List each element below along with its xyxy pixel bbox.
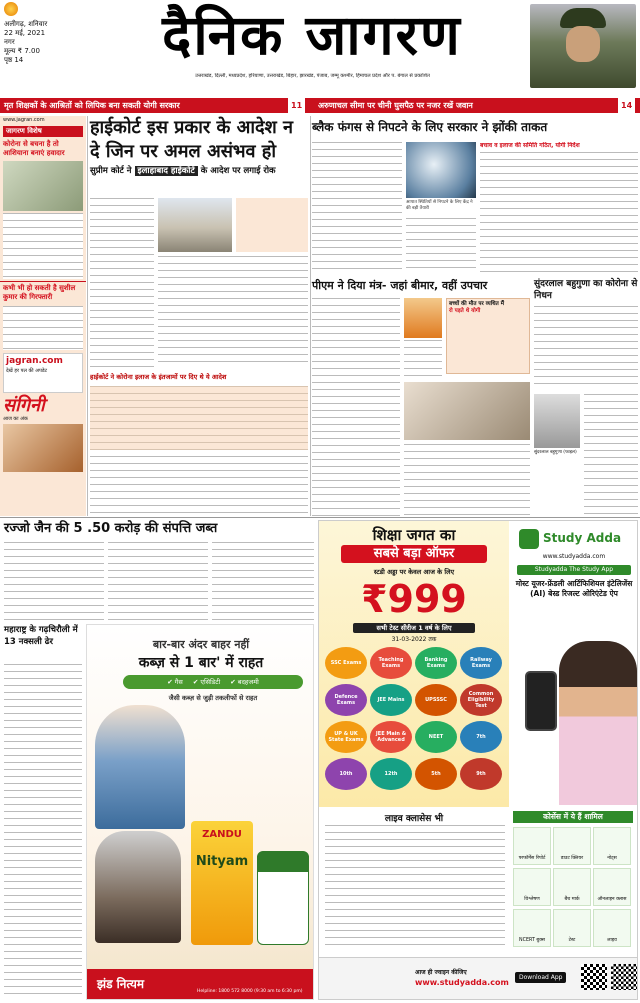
section-label: जागरण विशेष (3, 126, 83, 137)
pm-box-head: बच्चों की मौत पर व्यथित मैं (449, 301, 505, 307)
column-rule (310, 116, 311, 516)
zandu-footer-brand: झंड नित्यम (97, 977, 145, 991)
sangini-photo (3, 424, 83, 472)
black-fungus-col-3 (480, 152, 638, 272)
sidebar-story-1-photo (3, 161, 83, 211)
sa-headline-2: सबसे बड़ा ऑफर (341, 545, 487, 563)
bahuguna-photo (534, 394, 580, 448)
cap-icon (560, 8, 606, 28)
lead-sub-pre: सुप्रीम कोर्ट ने (90, 166, 132, 176)
feature-tile: नोट्स (593, 827, 631, 865)
sa-girl-photo (559, 641, 637, 805)
sa-live-head: लाइव क्लासेस भी (384, 814, 444, 824)
chip-indigestion: ✔ बदहजमी (230, 678, 259, 686)
sa-join-bar (319, 957, 638, 1000)
maharashtra-headline[interactable]: महाराष्ट्र के गढ़चिरौली में 13 नक्सली ढेर (4, 625, 78, 647)
exam-badge: Common Eligibility Test (460, 684, 502, 716)
zandu-jar (257, 851, 309, 945)
feature-tile: बैंच मार्क (553, 868, 591, 906)
lead-sub-tag: इलाहाबाद हाईकोर्ट (135, 166, 198, 176)
zandu-brand: ZANDU (202, 829, 242, 840)
rajjo-story (4, 520, 314, 620)
editions-line: उत्तराखंड, दिल्ली, मध्यप्रदेश, हरियाणा, उत्तराखंड, बिहार, झारखंड, पंजाब, जम्मू कश्मीर, हिमाचल प्रदेश और प. बंगाल से प्रकाशित (195, 73, 430, 79)
pm-headline[interactable]: पीएम ने दिया मंत्र- जहां बीमार, वहीं उपचार (312, 279, 488, 292)
rajjo-col-1 (4, 542, 104, 620)
sidebar-story-1-body (3, 213, 83, 279)
sa-sub: स्टडी अड्डा पर केवल आज के लिए (373, 568, 455, 576)
lead-headline[interactable]: हाईकोर्ट इस प्रकार के आदेश न दे जिन पर अमल असंभव हो (90, 117, 294, 162)
supreme-court-photo (158, 198, 232, 252)
exam-badge: NEET (415, 721, 457, 753)
fungus-caption: आपात स्थितियों से निपटने के लिए केंद्र ने की बड़ी तैयारी (406, 200, 473, 211)
jagran-web-logo: jagran.com (6, 356, 63, 366)
feature-tile: लाइव (593, 909, 631, 947)
ticker-item-1[interactable]: मृत शिक्षकों के आश्रितों को लिपिक बना सकती योगी सरकार (4, 101, 180, 110)
rajjo-headline[interactable]: रज्जो जैन की 5 .50 करोड़ की संपत्ति जब्त (4, 521, 218, 536)
black-fungus-story (312, 120, 638, 275)
black-fungus-col-1 (312, 142, 402, 272)
sidebar-story-2-body (3, 306, 83, 350)
sa-right-panel (509, 521, 638, 807)
bahuguna-caption: सुंदरलाल बहुगुणा (फाइल) (534, 450, 577, 455)
sangini-title[interactable]: संगिनी (3, 395, 45, 416)
pm-photo-yogi (404, 298, 442, 338)
lead-sub-post: के आदेश पर लगाई रोक (200, 166, 276, 176)
zandu-chips (123, 675, 303, 689)
exam-badge: UP & UK State Exams (325, 721, 367, 753)
lead-col-1 (90, 198, 154, 368)
chip-gas: ✔ गैस (167, 678, 183, 686)
bahuguna-col-1 (534, 306, 638, 390)
masthead (0, 0, 640, 98)
sa-right-head: मोस्ट यूजर-फ्रेंडली आर्टिफिशियल इंटेलिजेंस (AI) बेस्ड रिजल्ट ओरिएंटेड ऐप (515, 579, 633, 598)
paper-logo: दैनिक जागरण (162, 3, 462, 67)
sa-download[interactable]: Download App (515, 972, 566, 983)
lead-story (90, 116, 308, 516)
rajjo-col-3 (212, 542, 314, 620)
lead-orders-list (90, 386, 308, 450)
row-rule (0, 517, 640, 518)
sa-logo (519, 529, 629, 549)
sa-live-body (325, 825, 505, 945)
sangini-sub: आज का अंक (3, 416, 28, 422)
fungus-side-head[interactable]: बचाव व इलाज की समिति गठित, योगी निर्देश (480, 142, 580, 149)
maharashtra-story (4, 624, 82, 1000)
sa-features-head: कोर्सेस में ये हैं शामिल (513, 811, 633, 823)
sa-phone-icon (525, 671, 557, 731)
left-sidebar (0, 116, 86, 516)
exam-badge: Banking Exams (415, 647, 457, 679)
jagran-web-promo[interactable] (3, 353, 83, 393)
studyadda-ad[interactable] (318, 520, 638, 1000)
sa-features-grid (513, 827, 633, 951)
sa-headline-1: शिक्षा जगत का (372, 526, 456, 544)
lead-col-3 (90, 456, 308, 516)
zandu-amitabh-photo (95, 831, 181, 943)
exam-badge: JEE Main & Advanced (370, 721, 412, 753)
ticker-page-1: 11 (288, 98, 305, 113)
ticker-page-2: 14 (618, 98, 635, 113)
qr-code-icon-2 (611, 964, 637, 990)
sa-validity: 31-03-2022 तक (391, 636, 437, 643)
qr-code-icon (581, 964, 607, 990)
zandu-main-line: कब्ज़ से 1 बार' में राहत (138, 655, 264, 671)
black-fungus-col-2 (406, 218, 476, 272)
face-icon (566, 26, 600, 62)
zandu-ad[interactable] (86, 624, 314, 1000)
exam-badge: UPSSSC (415, 684, 457, 716)
sa-brand: Study Adda (543, 531, 622, 545)
zandu-helpline: Helpline: 1800 572 8000 (9:30 am to 6:30 pm) (197, 989, 303, 994)
pm-box-head-2: रो पड़ते थे योगी (449, 308, 481, 314)
pm-modi-photo (404, 382, 530, 440)
zandu-man-photo (95, 705, 185, 829)
pm-box (446, 298, 530, 374)
sidebar-story-2-head[interactable]: कभी भी हो सकती है सुशील कुमार की गिरफ्तारी (0, 281, 86, 304)
sa-price: ₹999 (361, 577, 467, 621)
zandu-product: Nityam (195, 854, 249, 869)
feature-tile: डाउट क्लियर (553, 827, 591, 865)
jagran-emblem (4, 2, 18, 16)
exam-badge: Teaching Exams (370, 647, 412, 679)
zandu-footer (87, 969, 314, 1000)
lead-highlight-box (236, 198, 308, 252)
sa-join: आज ही ज्वाइन कीजिए (415, 969, 467, 976)
maharashtra-body (4, 664, 82, 1000)
feature-tile: टेस्ट (553, 909, 591, 947)
pm-col-2 (404, 340, 442, 380)
exam-badge: Railway Exams (460, 647, 502, 679)
bahuguna-headline[interactable]: सुंदरलाल बहुगुणा का कोरोना से निधन (534, 279, 638, 301)
bahuguna-col-2 (584, 394, 638, 516)
feature-tile: ऑनलाइन क्लास (593, 868, 631, 906)
zandu-product-box (191, 821, 253, 945)
pm-story (312, 278, 530, 516)
lead-subhead (90, 164, 308, 178)
pm-col-1 (312, 298, 400, 516)
zandu-tagline: जैसी कब्ज़ से जुड़ी तकलीफों से राहत (168, 694, 258, 702)
exam-badge: JEE Mains (370, 684, 412, 716)
sa-join-url[interactable]: www.studyadda.com (415, 978, 509, 987)
sidebar-story-1-head[interactable]: कोरोना से बचना है तो आशियाना बनाएं हवादार (3, 140, 65, 157)
exam-badge: Defence Exams (325, 684, 367, 716)
exam-badge: SSC Exams (325, 647, 367, 679)
ticker-bar (0, 98, 640, 113)
ticker-item-2[interactable]: अरुणाचल सीमा पर चीनी घुसपैठ पर नजर रखें जवान (318, 101, 473, 110)
exam-badge: 7th (460, 721, 502, 753)
sa-exam-grid (325, 647, 503, 797)
chip-acidity: ✔ एसिडिटी (192, 678, 221, 686)
feature-tile: NCERT बुक्स (513, 909, 551, 947)
sa-app-bar: Studyadda The Study App (517, 565, 631, 575)
pm-col-3 (404, 444, 530, 516)
army-chief-photo (530, 4, 636, 88)
jagran-web-tag: देखें हर पल की अपडेट (6, 368, 48, 374)
column-rule (87, 116, 88, 516)
lead-caption: हाईकोर्ट ने कोरोना इलाज के इंतजामों पर दिए थे ये आदेश (90, 373, 227, 381)
lead-col-2 (158, 256, 308, 368)
dateline: अलीगढ़, शनिवार 22 मई, 2021 नगर मूल्य ₹ 7.00 पृष्ठ 14 (4, 20, 48, 64)
feature-tile: परफॉर्मेंस रिपोर्ट (513, 827, 551, 865)
sa-url[interactable]: www.studyadda.com (542, 553, 606, 560)
site-url[interactable]: www.jagran.com (3, 117, 45, 123)
sa-logo-icon (519, 529, 539, 549)
sa-left-panel (319, 521, 509, 807)
exam-badge: 10th (325, 758, 367, 790)
feature-tile: विश्लेषण (513, 868, 551, 906)
fungus-photo (406, 142, 476, 198)
exam-badge: 9th (460, 758, 502, 790)
exam-badge: 5th (415, 758, 457, 790)
bahuguna-story (534, 278, 638, 516)
rajjo-col-2 (108, 542, 208, 620)
black-fungus-headline[interactable]: ब्लैक फंगस से निपटने के लिए सरकार ने झोंकी ताकत (312, 120, 548, 134)
zandu-top-line: बार-बार अंदर बाहर नहीं (152, 638, 250, 651)
exam-badge: 12th (370, 758, 412, 790)
sa-offer: सभी टेस्ट सीरीज 1 वर्ष के लिए (353, 623, 475, 633)
